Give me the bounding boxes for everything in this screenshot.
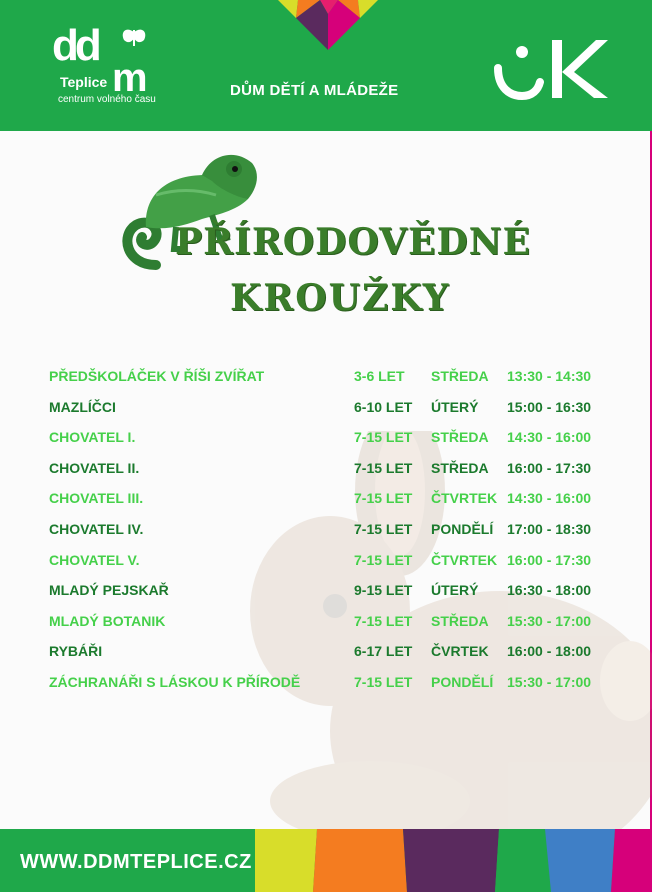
club-day: PONDĚLÍ bbox=[431, 520, 494, 537]
club-time: 13:30 - 14:30 bbox=[507, 368, 592, 384]
club-age: 7-15 LET bbox=[354, 520, 413, 537]
club-time: 14:30 - 16:00 bbox=[507, 429, 592, 446]
club-day: ČTVRTEK bbox=[431, 490, 498, 507]
club-day: ÚTERÝ bbox=[431, 398, 479, 415]
schedule-row bbox=[49, 367, 619, 398]
club-age: 7-15 LET bbox=[354, 673, 413, 690]
club-day: STŘEDA bbox=[431, 368, 489, 384]
club-day: ČTVRTEK bbox=[431, 551, 498, 568]
club-time: 16:00 - 18:00 bbox=[507, 643, 592, 660]
butterfly-icon bbox=[120, 26, 148, 56]
color-stripes-decoration bbox=[255, 829, 652, 892]
page-footer bbox=[0, 829, 652, 892]
poster-title-line1: PŘÍRODOVĚDNÉ bbox=[175, 221, 531, 263]
club-name: CHOVATEL I. bbox=[49, 429, 136, 446]
schedule-row bbox=[49, 489, 619, 520]
schedule-row bbox=[49, 428, 619, 459]
club-day: ÚTERÝ bbox=[431, 582, 479, 599]
poster-content bbox=[0, 131, 652, 829]
club-age: 7-15 LET bbox=[354, 459, 413, 476]
page-header-title: DŮM DĚTÍ A MLÁDEŽE bbox=[230, 82, 399, 99]
stripe-blue bbox=[545, 829, 615, 892]
stripe-yellow bbox=[255, 829, 317, 892]
club-time: 14:30 - 16:00 bbox=[507, 490, 592, 507]
schedule-row bbox=[49, 673, 619, 704]
club-time: 16:00 - 17:30 bbox=[507, 551, 592, 568]
logo-city-text: Teplice bbox=[60, 74, 108, 90]
club-schedule bbox=[49, 367, 619, 704]
stripe-magenta bbox=[611, 829, 652, 892]
stripe-green bbox=[495, 829, 551, 892]
club-name: PŘEDŠKOLÁČEK V ŘÍŠI ZVÍŘAT bbox=[49, 368, 265, 384]
club-name: MLADÝ PEJSKAŘ bbox=[49, 582, 169, 599]
club-day: STŘEDA bbox=[431, 429, 489, 446]
club-age: 9-15 LET bbox=[354, 582, 413, 599]
club-name: MLADÝ BOTANIK bbox=[49, 612, 166, 629]
club-day: PONDĚLÍ bbox=[431, 673, 494, 690]
club-name: CHOVATEL V. bbox=[49, 551, 140, 568]
club-day: ČVRTEK bbox=[431, 643, 489, 660]
club-name: CHOVATEL II. bbox=[49, 459, 140, 476]
club-age: 6-17 LET bbox=[354, 643, 413, 660]
logo-dd-text: dd bbox=[52, 21, 98, 70]
club-time: 16:30 - 18:00 bbox=[507, 582, 592, 599]
smile-k-logo-icon[interactable] bbox=[492, 38, 610, 102]
page-header bbox=[0, 0, 652, 131]
club-age: 7-15 LET bbox=[354, 490, 413, 507]
club-day: STŘEDA bbox=[431, 459, 489, 476]
logo-m-text: m bbox=[112, 56, 148, 100]
club-time: 15:30 - 17:00 bbox=[507, 612, 592, 629]
club-name: ZÁCHRANÁŘI S LÁSKOU K PŘÍRODĚ bbox=[49, 673, 301, 690]
schedule-row bbox=[49, 612, 619, 643]
club-age: 6-10 LET bbox=[354, 398, 413, 415]
website-link[interactable]: WWW.DDMTEPLICE.CZ bbox=[20, 851, 252, 873]
club-age: 3-6 LET bbox=[354, 368, 405, 384]
ddm-teplice-logo[interactable] bbox=[52, 21, 162, 109]
club-time: 17:00 - 18:30 bbox=[507, 520, 592, 537]
club-age: 7-15 LET bbox=[354, 612, 413, 629]
club-name: RYBÁŘI bbox=[49, 643, 103, 660]
poster-title-line2: KROUŽKY bbox=[230, 277, 451, 319]
club-age: 7-15 LET bbox=[354, 429, 413, 446]
logo-tagline: centrum volného času bbox=[58, 94, 156, 105]
club-name: MAZLÍČCI bbox=[49, 398, 116, 415]
club-age: 7-15 LET bbox=[354, 551, 413, 568]
schedule-row bbox=[49, 551, 619, 582]
club-name: CHOVATEL III. bbox=[49, 490, 144, 507]
stripe-orange bbox=[313, 829, 407, 892]
schedule-row bbox=[49, 398, 619, 429]
stripe-purple bbox=[403, 829, 499, 892]
schedule-row bbox=[49, 520, 619, 551]
schedule-row bbox=[49, 459, 619, 490]
club-time: 16:00 - 17:30 bbox=[507, 459, 592, 476]
diamond-logo-icon bbox=[278, 0, 378, 50]
club-day: STŘEDA bbox=[431, 612, 489, 629]
schedule-row bbox=[49, 581, 619, 612]
schedule-row bbox=[49, 642, 619, 673]
club-time: 15:00 - 16:30 bbox=[507, 398, 592, 415]
club-name: CHOVATEL IV. bbox=[49, 520, 144, 537]
club-time: 15:30 - 17:00 bbox=[507, 673, 592, 690]
